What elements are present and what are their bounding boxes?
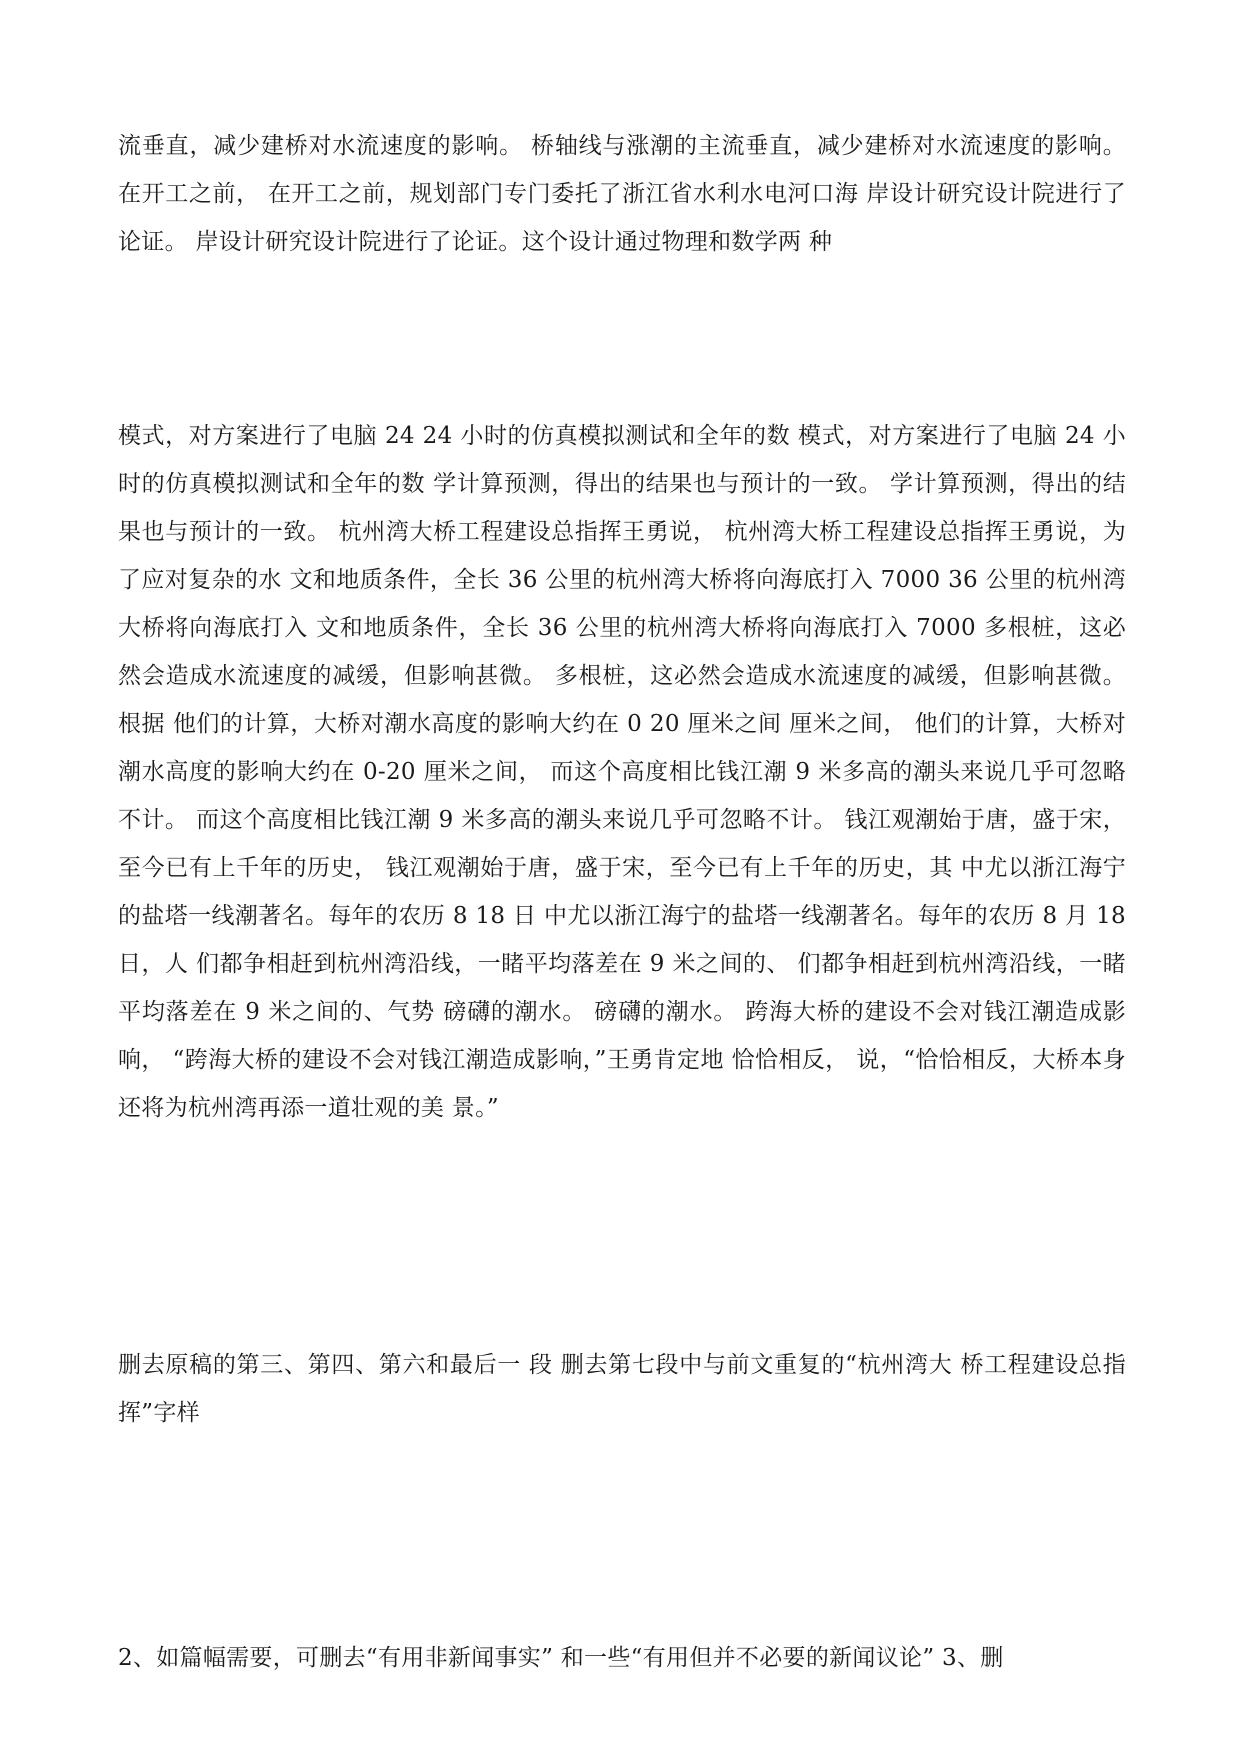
body-paragraph-4: 2、如篇幅需要，可删去“有用非新闻事实” 和一些“有用但并不必要的新闻议论” 3、删	[118, 1645, 1004, 1671]
body-paragraph-3: 删去原稿的第三、第四、第六和最后一 段 删去第七段中与前文重复的“杭州湾大 桥工程建设总指挥”字样	[118, 1352, 1126, 1426]
body-paragraph-1: 流垂直，减少建桥对水流速度的影响。 桥轴线与涨潮的主流垂直，减少建桥对水流速度的影响。 在开工之前， 在开工之前，规划部门专门委托了浙江省水利水电河口海 岸设计研究设计院进行了论证。 岸设计研究设计院进行了论证。这个设计通过物理和数学两 种	[118, 133, 1126, 255]
body-paragraph-2: 模式，对方案进行了电脑 24 24 小时的仿真模拟测试和全年的数 模式，对方案进行了电脑 24 小时的仿真模拟测试和全年的数 学计算预测，得出的结果也与预计的一致。 学计算预测，得出的结果也与预计的一致。 杭州湾大桥工程建设总指挥王勇说， 杭州湾大桥工程建设总指挥王勇说，为了应对复杂的水 文和地质条件，全长 36 公里的杭州湾大桥将向海底打入 7000 36 公里的杭州湾大桥将向海底打入 文和地质条件，全长 36 公里的杭州湾大桥将向海底打入 7000 多根桩，这必然会造成水流速度的减缓，但影响甚微。 多根桩，这必然会造成水流速度的减缓，但影响甚微。根据 他们的计算，大桥对潮水高度的影响大约在 0 20 厘米之间 厘米之间， 他们的计算，大桥对潮水高度的影响大约在 0-20 厘米之间， 而这个高度相比钱江潮 9 米多高的潮头来说几乎可忽略不计。 而这个高度相比钱江潮 9 米多高的潮头来说几乎可忽略不计。 钱江观潮始于唐，盛于宋，至今已有上千年的历史， 钱江观潮始于唐，盛于宋，至今已有上千年的历史，其 中尤以浙江海宁的盐塔一线潮著名。每年的农历 8 18 日 中尤以浙江海宁的盐塔一线潮著名。每年的农历 8 月 18 日，人 们都争相赶到杭州湾沿线，一睹平均落差在 9 米之间的、 们都争相赶到杭州湾沿线，一睹平均落差在 9 米之间的、气势 磅礴的潮水。 磅礴的潮水。 跨海大桥的建设不会对钱江潮造成影响， “跨海大桥的建设不会对钱江潮造成影响，”王勇肯定地 恰恰相反， 说，“恰恰相反，大桥本身还将为杭州湾再添一道壮观的美 景。”	[118, 423, 1126, 1121]
